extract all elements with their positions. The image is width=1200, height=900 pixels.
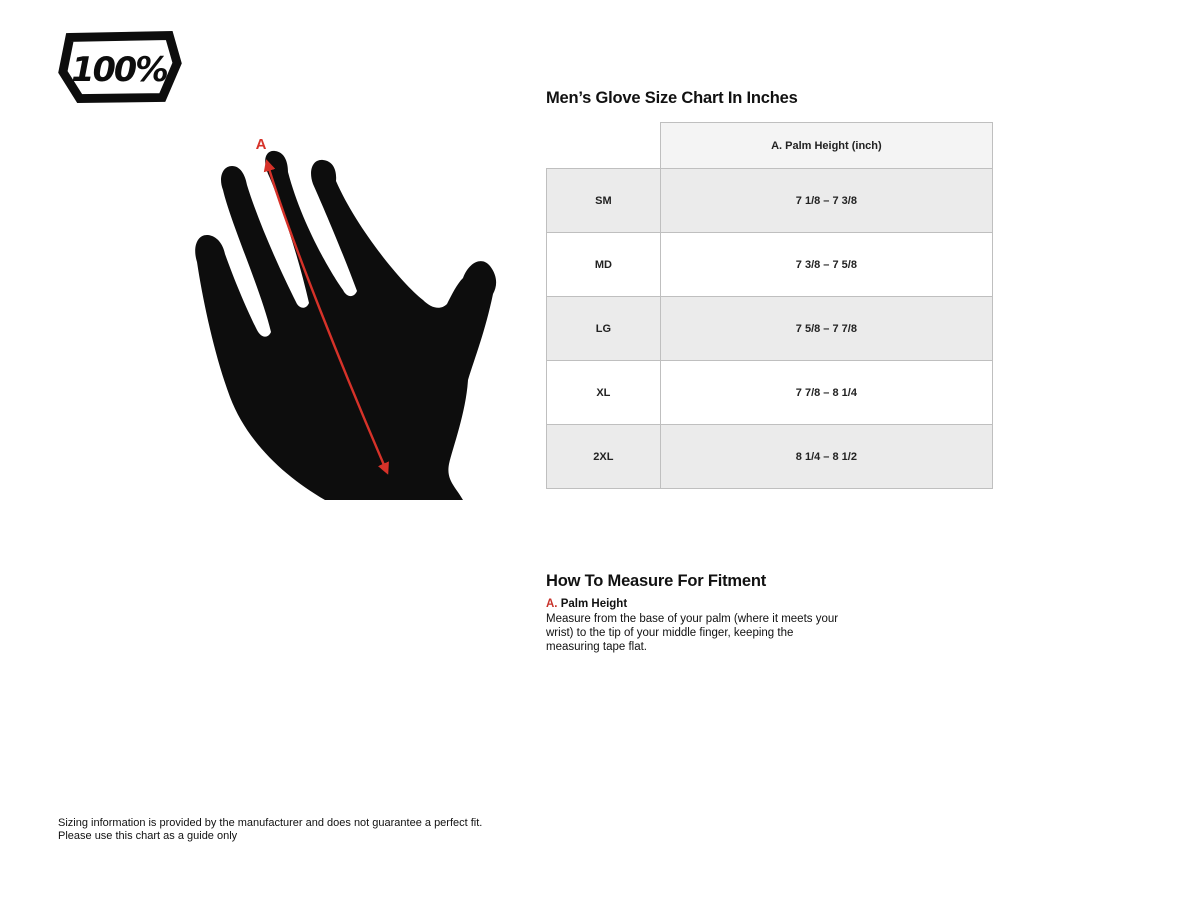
size-cell: 2XL — [547, 425, 661, 489]
measure-label-letter: A. — [546, 598, 558, 610]
size-cell: LG — [547, 297, 661, 361]
size-cell: MD — [547, 233, 661, 297]
measure-label-name: Palm Height — [560, 598, 628, 610]
logo-text: 100% — [71, 49, 167, 89]
table-row-sm — [547, 169, 993, 233]
table-header-row — [547, 123, 993, 169]
size-chart-title: Men’s Glove Size Chart In Inches — [546, 89, 798, 107]
footer-disclaimer — [58, 817, 482, 843]
hand-measurement-diagram — [185, 130, 505, 502]
hand-silhouette — [195, 151, 496, 500]
measure-label-palm-height — [546, 598, 627, 610]
size-cell: SM — [547, 169, 661, 233]
size-table — [546, 122, 993, 489]
footer-line-1: Sizing information is provided by the manufacturer and does not guarantee a perfect fit. — [58, 817, 483, 829]
table-header-palm-height: A. Palm Height (inch) — [660, 123, 992, 169]
measurement-label-a: A — [255, 136, 267, 153]
brand-logo-100percent-icon — [57, 31, 183, 105]
table-row-2xl — [547, 425, 993, 489]
range-cell: 7 3/8 – 7 5/8 — [660, 233, 992, 297]
footer-line-2: Please use this chart as a guide only — [58, 830, 238, 842]
how-to-measure-title: How To Measure For Fitment — [546, 572, 767, 590]
size-cell: XL — [547, 361, 661, 425]
range-cell: 8 1/4 – 8 1/2 — [660, 425, 992, 489]
table-row-xl — [547, 361, 993, 425]
range-cell: 7 1/8 – 7 3/8 — [660, 169, 992, 233]
table-row-lg — [547, 297, 993, 361]
range-cell: 7 7/8 – 8 1/4 — [660, 361, 992, 425]
table-row-md — [547, 233, 993, 297]
measure-description: Measure from the base of your palm (where it meets your wrist) to the tip of your middle finger, keeping the measuring tape flat. — [546, 613, 839, 653]
range-cell: 7 5/8 – 7 7/8 — [660, 297, 992, 361]
table-header-blank-cell — [547, 123, 661, 169]
